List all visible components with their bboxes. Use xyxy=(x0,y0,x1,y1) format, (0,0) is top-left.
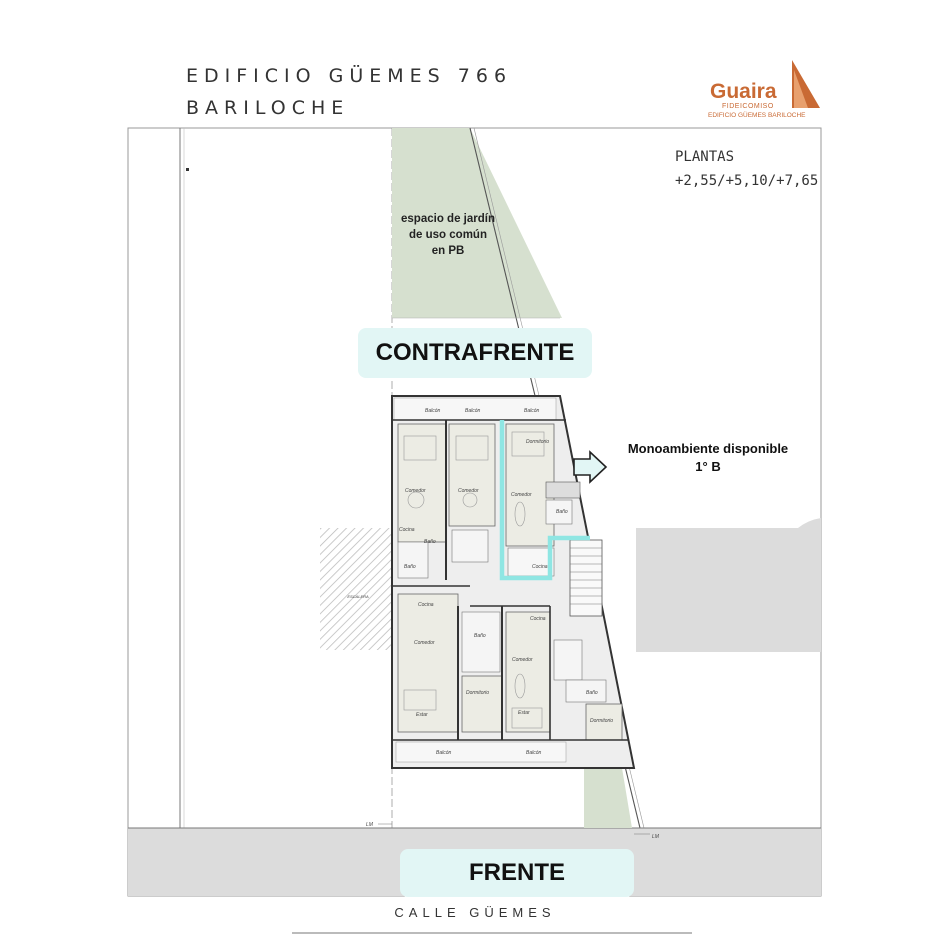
room-label: Dormitorio xyxy=(590,718,614,724)
room-label: Balcón xyxy=(425,408,441,414)
neighbour-hatch xyxy=(320,528,392,650)
room-label: Cocina xyxy=(530,616,546,622)
room-label: Baño xyxy=(586,690,598,696)
room-label: Balcón xyxy=(526,750,542,756)
room-label: Baño xyxy=(424,539,436,545)
logo-subtitle: FIDEICOMISO xyxy=(722,103,774,110)
garden-line-3: en PB xyxy=(431,245,465,257)
room-label: Estar xyxy=(518,710,530,716)
svg-text:ESCALERA: ESCALERA xyxy=(347,594,369,599)
title-line-1: EDIFICIO GÜEMES 766 xyxy=(186,65,513,87)
lm-marker: LM xyxy=(366,822,373,828)
garden-line-1: espacio de jardín xyxy=(401,213,495,225)
frente-label: FRENTE xyxy=(400,849,634,897)
room-label: Comedor xyxy=(512,657,533,663)
room-label: Cocina xyxy=(399,527,415,533)
room-label: Cocina xyxy=(418,602,434,608)
room-label: Comedor xyxy=(458,488,479,494)
available-unit-label xyxy=(598,440,818,476)
room-label: Baño xyxy=(474,633,486,639)
room-label: Cocina xyxy=(532,564,548,570)
room-label: Comedor xyxy=(414,640,435,646)
room-label: Balcón xyxy=(465,408,481,414)
street-name: CALLE GÜEMES xyxy=(394,905,556,920)
garden-label xyxy=(388,211,508,259)
logo-name: Guaira xyxy=(710,80,777,103)
room-label: Balcón xyxy=(436,750,452,756)
lm-marker: LM xyxy=(652,834,659,840)
room-label: Baño xyxy=(404,564,416,570)
garden-line-2: de uso común xyxy=(409,229,487,241)
room-label: Estar xyxy=(416,712,428,718)
levels-title: PLANTAS xyxy=(675,149,735,165)
levels-label xyxy=(675,145,818,193)
title-line-2: BARILOCHE xyxy=(186,97,350,119)
stairwell xyxy=(570,540,602,616)
neighbour-building xyxy=(636,518,821,652)
room-label: Comedor xyxy=(405,488,426,494)
room-label: Dormitorio xyxy=(526,439,550,445)
room-label: Comedor xyxy=(511,492,532,498)
contrafrente-label: CONTRAFRENTE xyxy=(358,328,592,378)
logo-tagline: EDIFICIO GÜEMES BARILOCHE xyxy=(708,112,806,119)
available-unit-number: 1° B xyxy=(695,459,721,474)
room-label: Baño xyxy=(556,509,568,515)
levels-values: +2,55/+5,10/+7,65 xyxy=(675,173,819,189)
room-label: Dormitorio xyxy=(466,690,490,696)
room-label: Balcón xyxy=(524,408,540,414)
available-unit-title: Monoambiente disponible xyxy=(627,441,789,456)
